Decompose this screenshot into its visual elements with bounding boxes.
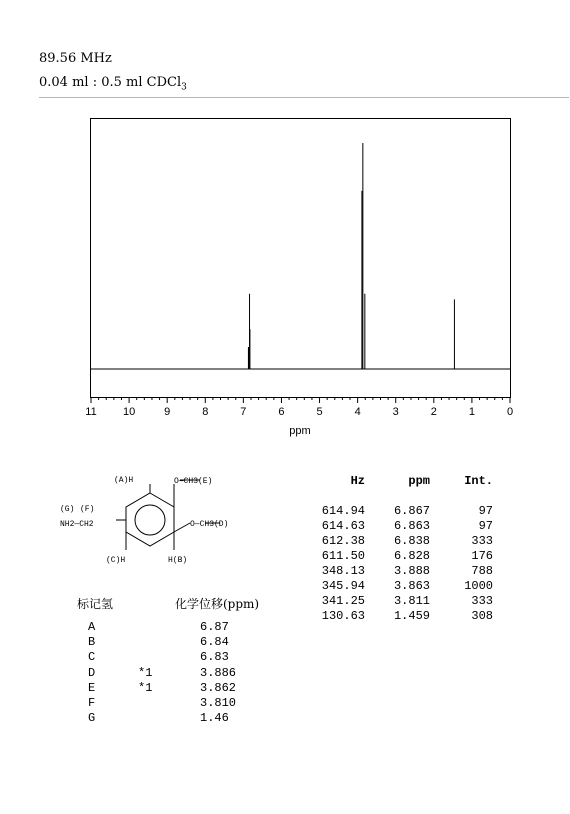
peak-col-hz: Hz [350,474,365,488]
assignment-shift: 6.84 [200,635,229,650]
label-d-och3: O—CH3(D) [190,520,229,529]
assignment-label: A [88,620,96,634]
peak-ppm: 3.863 [393,579,430,593]
sample-main-text: 0.04 ml : 0.5 ml CDCl [39,75,182,90]
sample-subscript: 3 [181,82,187,93]
x-tick-label: 7 [240,406,247,418]
peak-table-row [315,549,495,564]
assignment-shift: 3.810 [200,695,237,710]
peak-list-table [315,474,495,624]
peak-ppm: 6.867 [393,504,430,518]
peak-table-row [315,534,495,549]
assignment-note: *1 [138,665,153,680]
assignment-row [88,635,288,650]
peak-table-row [315,564,495,579]
peak-intensity: 308 [471,609,493,623]
peak-rows [315,504,495,624]
assignment-shift: 3.886 [200,665,237,680]
plot-frame [91,119,511,398]
x-tick-label: 0 [506,406,514,418]
x-tick-label: 3 [392,406,399,418]
x-tick-label: 6 [278,406,285,418]
label-g: (G) [60,505,75,514]
peak-intensity: 333 [471,594,493,608]
assignment-label: F [88,695,96,710]
aromatic-circle [135,505,165,535]
label-b-h: H(B) [168,556,188,565]
peak-table-row [315,504,495,519]
peak-hz: 612.38 [321,534,365,548]
x-tick-label: 4 [354,406,361,418]
x-axis-label: ppm [289,425,311,437]
peak-ppm: 3.888 [393,564,430,578]
x-tick-label: 5 [316,406,323,418]
peak-table-row [315,519,495,534]
assign-col-shift: 化学位移(ppm) [175,597,260,611]
peak-table-row [315,579,495,594]
molecule-structure [50,470,280,580]
assignment-note: *1 [138,680,153,695]
peak-hz: 345.94 [321,579,365,593]
assignment-label: E [88,680,96,695]
peak-hz: 348.13 [321,564,365,578]
assignment-shift: 6.83 [200,650,229,665]
bond-d [174,523,190,532]
peak-intensity: 333 [471,534,493,548]
spectrum-marks [91,143,510,369]
peak-intensity: 788 [471,564,493,578]
spectrometer-frequency: 89.56 MHz [39,51,112,66]
peak-intensity: 1000 [464,579,493,593]
peak-ppm: 3.811 [393,594,430,608]
peak-hz: 341.25 [321,594,365,608]
label-c-h: (C)H [106,556,126,565]
x-tick-label: 2 [430,406,437,418]
assignment-label: G [88,711,96,726]
peak-hz: 611.50 [321,549,365,563]
peak-table-row [315,609,495,624]
assignment-table [88,620,288,726]
peak-ppm: 6.828 [393,549,430,563]
assignment-row [88,666,288,681]
peak-intensity: 176 [471,549,493,563]
label-e-och3: O—CH3(E) [174,477,213,486]
assignment-row [88,711,288,726]
x-tick-label: 10 [122,406,136,418]
label-a-h: (A)H [114,476,134,485]
assign-col-label: 标记氢 [77,597,114,611]
assignment-row [88,650,288,665]
peak-hz: 130.63 [321,609,365,623]
benzene-ring [126,493,174,546]
assignment-label: B [88,635,96,650]
peak-ppm: 6.838 [393,534,430,548]
peak-hz: 614.63 [321,519,365,533]
peak-ppm: 6.863 [393,519,430,533]
assignment-row [88,620,288,635]
label-f: (F) [80,505,95,514]
peak-col-int: Int. [464,474,493,488]
peak-intensity: 97 [478,504,493,518]
peak-ppm: 1.459 [393,609,430,623]
assignment-label: C [88,650,96,665]
peak-table-header [315,474,495,504]
x-axis [85,397,513,418]
label-nh2-ch2: NH2—CH2 [60,520,94,529]
assignment-shift: 3.862 [200,680,237,695]
assignment-row [88,696,288,711]
assignment-shift: 6.87 [200,620,229,634]
x-tick-label: 11 [85,406,97,418]
peak-col-ppm: ppm [408,474,430,488]
peak-intensity: 97 [478,519,493,533]
x-tick-label: 1 [468,406,475,418]
x-tick-label: 8 [202,406,209,418]
peak-table-row [315,594,495,609]
peak-hz: 614.94 [321,504,365,518]
assignment-shift: 1.46 [200,711,229,726]
x-tick-label: 9 [164,406,171,418]
assignment-row [88,681,288,696]
assignment-label: D [88,665,96,680]
